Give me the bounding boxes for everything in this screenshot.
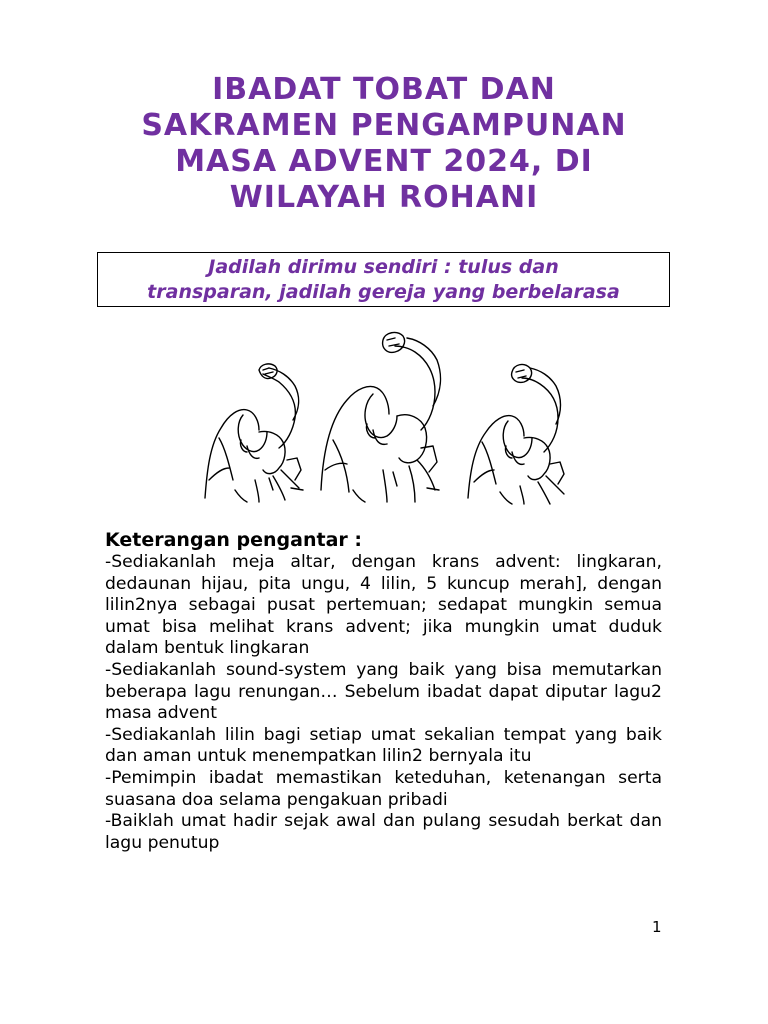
list-item: -Sediakanlah lilin bagi setiap umat sekalian tempat yang baik dan aman untuk menempatkan lilin2 bernyala itu (105, 724, 662, 767)
intro-list (105, 552, 662, 854)
title-line: IBADAT TOBAT DAN (212, 72, 556, 107)
list-item: -Sediakanlah meja altar, dengan krans advent: lingkaran, dedaunan hijau, pita ungu, 4 lilin, 5 kuncup merah], dengan lilin2nya sebagai pusat pertemuan; sedapat mungkin semua umat bisa melihat krans advent; jika mungkin umat duduk dalam bentuk lingkaran (105, 552, 662, 659)
motto-box (97, 252, 670, 307)
list-item: -Sediakanlah sound-system yang baik yang bisa memutarkan beberapa lagu renungan… Sebelum ibadat dapat diputar lagu2 masa advent (105, 659, 662, 724)
left-figure (205, 364, 303, 502)
title-line: SAKRAMEN PENGAMPUNAN (141, 108, 627, 143)
list-item: -Baiklah umat hadir sejak awal dan pulang sesudah berkat dan lagu penutup (105, 811, 662, 853)
title-line: WILAYAH ROHANI (229, 180, 539, 215)
document-title (90, 72, 678, 216)
right-figure (468, 365, 564, 504)
page-number: 1 (652, 918, 662, 936)
middle-figure (321, 333, 440, 502)
shofar-blowers-illustration (195, 330, 585, 505)
title-line: MASA ADVENT 2024, DI (175, 144, 593, 179)
section-heading: Keterangan pengantar : (105, 529, 362, 551)
motto-line: Jadilah dirimu sendiri : tulus dan (208, 255, 559, 278)
motto-line: transparan, jadilah gereja yang berbelarasa (147, 280, 620, 303)
list-item: -Pemimpin ibadat memastikan keteduhan, ketenangan serta suasana doa selama pengakuan pribadi (105, 767, 662, 810)
